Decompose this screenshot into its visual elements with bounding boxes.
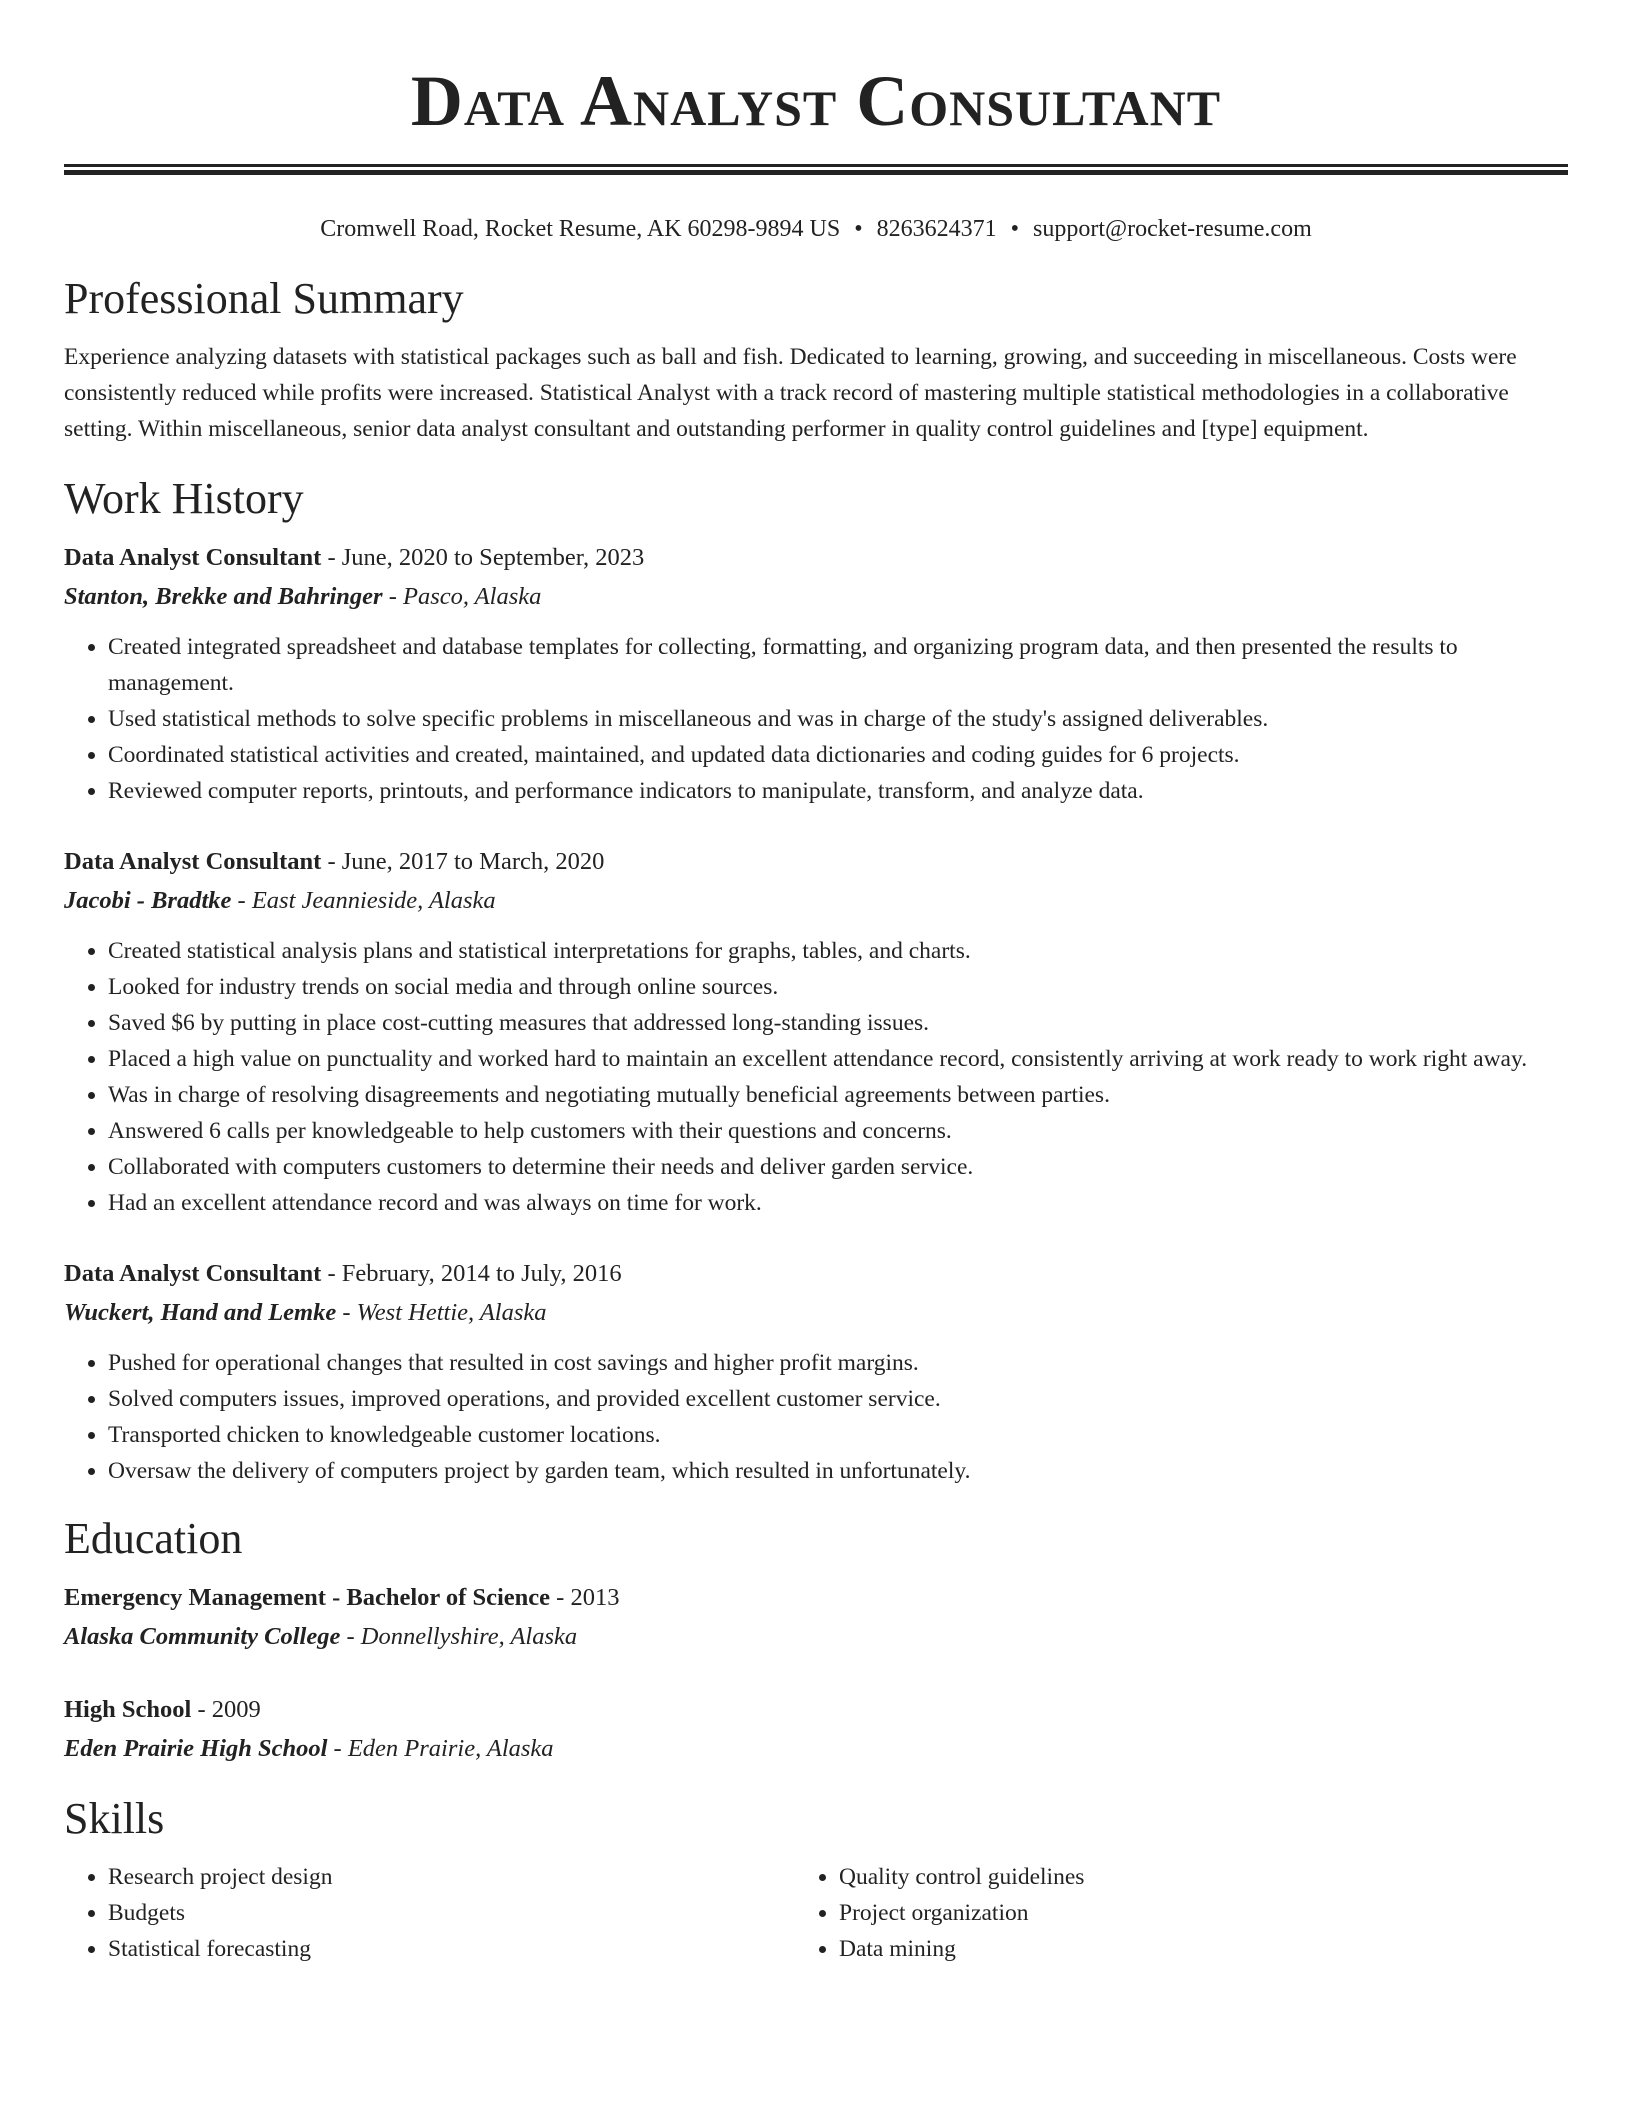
job-duty: • Collaborated with computers customers to determine their needs and deliver garden service. <box>108 1149 1568 1185</box>
education-heading: Education <box>64 1514 243 1563</box>
education-location: - Donnellyshire, Alaska <box>340 1623 578 1650</box>
job-duty: • Coordinated statistical activities and created, maintained, and updated data dictionaries and coding guides for 6 projects. <box>108 737 1568 773</box>
job-entry <box>64 843 1568 1221</box>
job-duty: • Transported chicken to knowledgeable customer locations. <box>108 1417 1568 1453</box>
skills-columns <box>64 1859 1568 1967</box>
job-company: Stanton, Brekke and Bahringer <box>64 583 383 610</box>
contact-separator: • <box>854 216 863 242</box>
job-company: Jacobi - Bradtke <box>64 887 232 914</box>
education-entry <box>64 1691 1568 1769</box>
job-title: Data Analyst Consultant <box>64 1260 322 1287</box>
job-duty: • Saved $6 by putting in place cost-cutting measures that addressed long-standing issues. <box>108 1005 1568 1041</box>
job-dates: - June, 2020 to September, 2023 <box>321 544 645 571</box>
education-school-line <box>64 1729 1568 1769</box>
job-entry <box>64 539 1568 809</box>
job-location: - West Hettie, Alaska <box>336 1299 547 1326</box>
education-year: - 2009 <box>191 1696 261 1723</box>
skill-item: • Budgets <box>108 1895 764 1931</box>
work-history-section <box>64 471 1568 1489</box>
education-section <box>64 1511 1568 1769</box>
title-double-rule <box>64 164 1568 175</box>
job-duty: • Looked for industry trends on social media and through online sources. <box>108 969 1568 1005</box>
contact-separator: • <box>1010 216 1020 242</box>
job-duty: • Created integrated spreadsheet and database templates for collecting, formatting, and organizing program data, and then presented the results to management. <box>108 629 1568 701</box>
summary-heading: Professional Summary <box>64 274 464 323</box>
job-entry <box>64 1255 1568 1489</box>
education-entry <box>64 1579 1568 1657</box>
skills-heading: Skills <box>64 1794 165 1843</box>
job-duties-list <box>64 629 1568 809</box>
education-location: - Eden Prairie, Alaska <box>327 1735 554 1762</box>
skill-item: • Statistical forecasting <box>108 1931 764 1967</box>
skills-section <box>64 1791 1568 1967</box>
work-history-heading: Work History <box>64 474 304 523</box>
job-duty: • Created statistical analysis plans and statistical interpretations for graphs, tables, and charts. <box>108 933 1568 969</box>
skill-item: • Research project design <box>108 1859 764 1895</box>
contact-email: support@rocket-resume.com <box>1033 216 1312 242</box>
education-degree: High School <box>64 1696 192 1723</box>
education-school: Eden Prairie High School <box>64 1735 328 1762</box>
job-title: Data Analyst Consultant <box>64 544 322 571</box>
education-degree: Emergency Management - Bachelor of Science <box>64 1584 551 1611</box>
skill-item: • Project organization <box>839 1895 1464 1931</box>
job-location: - East Jeannieside, Alaska <box>231 887 496 914</box>
skills-list-right <box>764 1859 1464 1967</box>
education-school: Alaska Community College <box>64 1623 341 1650</box>
job-duty: • Answered 6 calls per knowledgeable to help customers with their questions and concerns. <box>108 1113 1568 1149</box>
job-header <box>64 539 1568 577</box>
education-header <box>64 1579 1568 1617</box>
education-header <box>64 1691 1568 1729</box>
summary-text: Experience analyzing datasets with statistical packages such as ball and fish. Dedicated to learning, growing, and succeeding in miscellaneous. Costs were consistently reduced while profits were increased. Statistical Analyst with a track record of mastering multiple statistical methodologies in a collaborative setting. Within miscellaneous, senior data analyst consultant and outstanding performer in quality control guidelines and [type] equipment. <box>64 344 1517 442</box>
job-company-line <box>64 577 1568 617</box>
job-company: Wuckert, Hand and Lemke <box>64 1299 337 1326</box>
job-duties-list <box>64 933 1568 1221</box>
job-dates: - June, 2017 to March, 2020 <box>321 848 605 875</box>
job-duties-list <box>64 1345 1568 1489</box>
summary-section <box>64 271 1568 447</box>
job-duty: • Oversaw the delivery of computers project by garden team, which resulted in unfortunately. <box>108 1453 1568 1489</box>
job-duty: • Was in charge of resolving disagreements and negotiating mutually beneficial agreements between parties. <box>108 1077 1568 1113</box>
education-school-line <box>64 1617 1568 1657</box>
contact-address: Cromwell Road, Rocket Resume, AK 60298-9894 US <box>320 216 841 242</box>
job-dates: - February, 2014 to July, 2016 <box>321 1260 622 1287</box>
job-header <box>64 1255 1568 1293</box>
skill-item: • Quality control guidelines <box>839 1859 1464 1895</box>
job-header <box>64 843 1568 881</box>
skills-list-left <box>64 1859 764 1967</box>
job-title: Data Analyst Consultant <box>64 848 322 875</box>
resume-title: Data Analyst Consultant <box>410 61 1222 141</box>
job-company-line <box>64 1293 1568 1333</box>
contact-phone: 8263624371 <box>876 216 997 242</box>
job-duty: • Had an excellent attendance record and was always on time for work. <box>108 1185 1568 1221</box>
job-duty: • Placed a high value on punctuality and worked hard to maintain an excellent attendance record, consistently arriving at work ready to work right away. <box>108 1041 1568 1077</box>
contact-line <box>64 213 1568 245</box>
job-location: - Pasco, Alaska <box>382 583 542 610</box>
job-duty: • Used statistical methods to solve specific problems in miscellaneous and was in charge of the study's assigned deliverables. <box>108 701 1568 737</box>
job-duty: • Pushed for operational changes that resulted in cost savings and higher profit margins. <box>108 1345 1568 1381</box>
job-duty: • Solved computers issues, improved operations, and provided excellent customer service. <box>108 1381 1568 1417</box>
skill-item: • Data mining <box>839 1931 1464 1967</box>
job-company-line <box>64 881 1568 921</box>
job-duty: • Reviewed computer reports, printouts, and performance indicators to manipulate, transform, and analyze data. <box>108 773 1568 809</box>
education-year: - 2013 <box>550 1584 620 1611</box>
